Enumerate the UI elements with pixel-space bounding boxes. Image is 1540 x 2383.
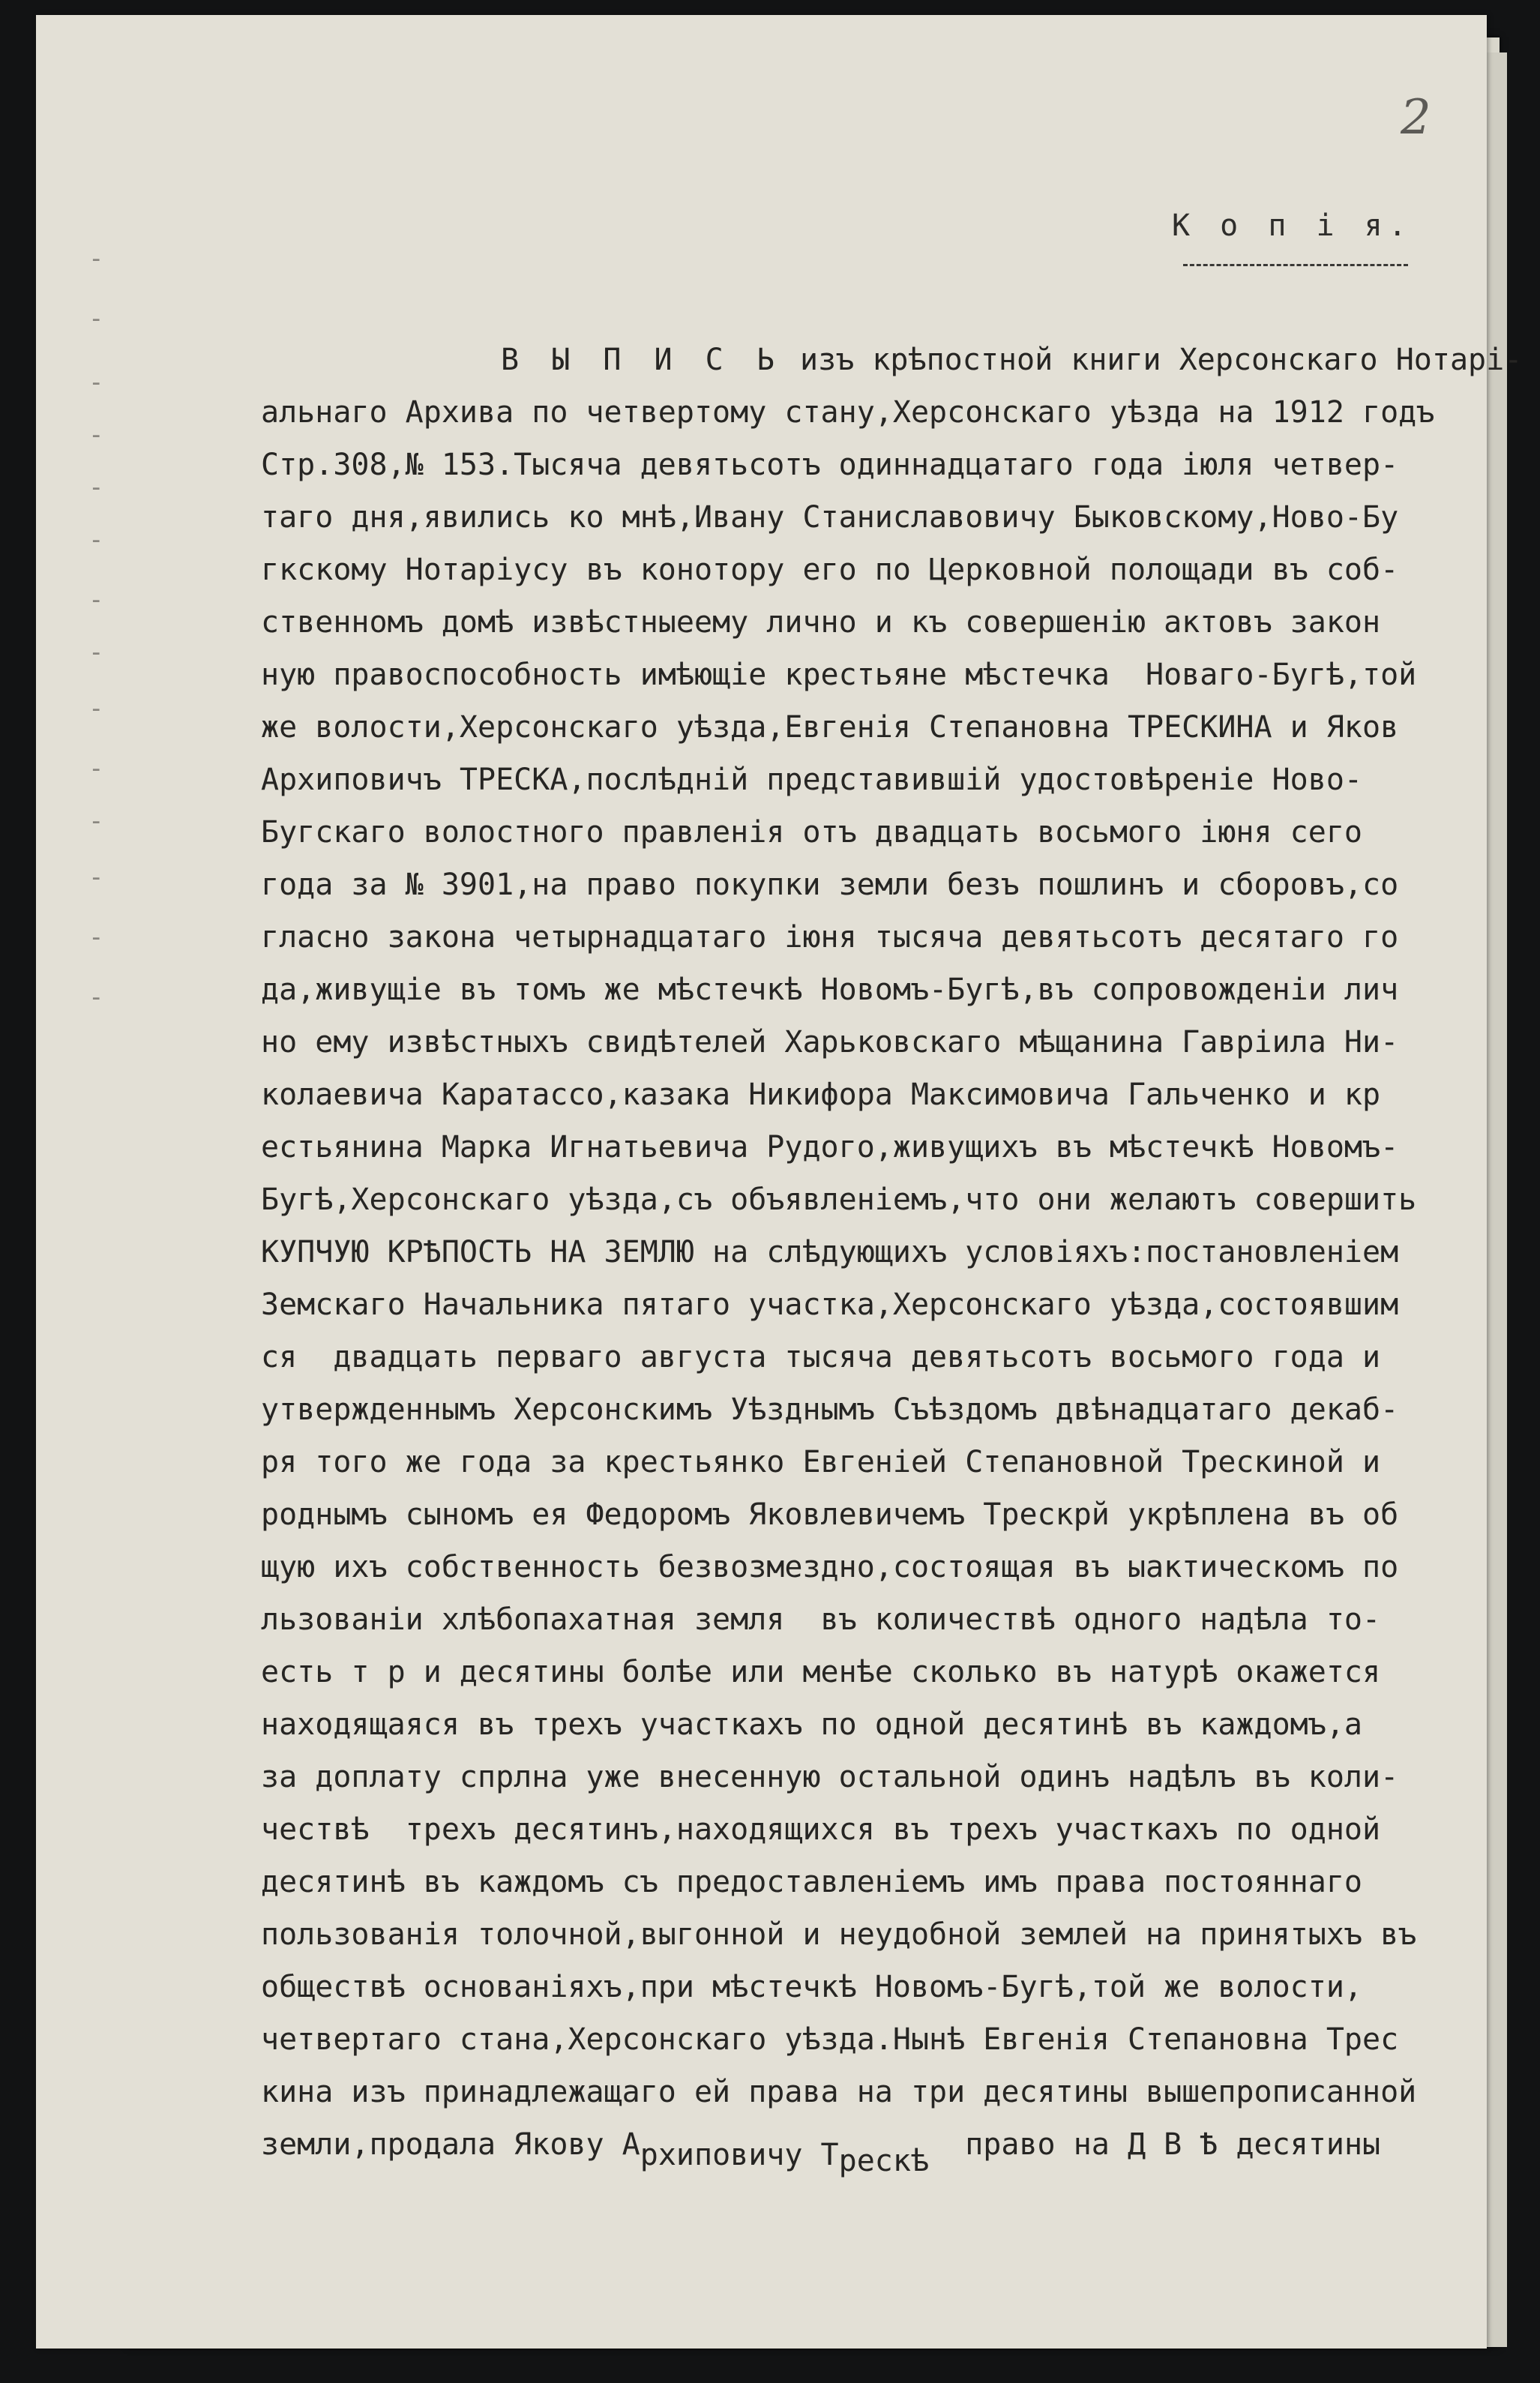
text-line: роднымъ сыномъ ея Федоромъ Яковлевичемъ Трескрй укрѣплена въ об	[261, 1497, 1399, 1532]
text-line: таго дня,явились ко мнѣ,Ивану Станиславовичу Быковскому,Ново-Бу	[261, 500, 1399, 535]
margin-dash: -	[88, 754, 104, 784]
text-line: гкскому Нотаріусу въ конотору его по Церковной полощади въ соб-	[261, 553, 1399, 587]
text-line: есть т р и десятины болѣе или менѣе сколько въ натурѣ окажется	[261, 1655, 1381, 1689]
text-line: Бугскаго волостного правленія отъ двадцать восьмого іюня сего	[261, 815, 1363, 850]
text-line: четвертаго стана,Херсонскаго уѣзда.Нынѣ Евгенія Степановна Трес	[261, 2022, 1399, 2057]
text-line: да,живущіе въ томъ же мѣстечкѣ Новомъ-Бугѣ,въ сопровожденіи лич	[261, 973, 1399, 1007]
text-line: льзованіи хлѣбопахатная земля въ количествѣ одного надѣла то-	[261, 1602, 1381, 1637]
text-line: десятинѣ въ каждомъ съ предоставленіемъ имъ права постояннаго	[261, 1865, 1363, 1899]
copy-underline	[1183, 264, 1408, 266]
text-line: но ему извѣстныхъ свидѣтелей Харьковскаго мѣщанина Гавріила Ни-	[261, 1025, 1399, 1060]
margin-dash: -	[88, 922, 104, 952]
text-line: КУПЧУЮ КРѢПОСТЬ НА ЗЕМЛЮ на слѣдующихъ условіяхъ:постановленіем	[261, 1235, 1399, 1269]
text-line: кина изъ принадлежащаго ей права на три десятины вышепрописанной	[261, 2075, 1417, 2109]
margin-dash: -	[88, 982, 104, 1012]
text-fragment-lowered: рескѣ	[838, 2144, 930, 2178]
text-line: изъ крѣпостной книги Херсонскаго Нотарі-	[800, 343, 1523, 377]
text-line: Архиповичъ ТРЕСКА,послѣдній представившій удостовѣреніе Ново-	[261, 763, 1363, 797]
margin-dash: -	[88, 304, 104, 334]
margin-marks	[88, 15, 118, 1140]
text-fragment-lowered: рхиповичу Т	[640, 2138, 839, 2172]
text-line: альнаго Архива по четвертому стану,Херсонскаго уѣзда на 1912 годъ	[261, 395, 1435, 430]
text-line: Стр.308,№ 153.Тысяча девятьсотъ одиннадцатаго года іюля четвер-	[261, 448, 1399, 482]
margin-dash: -	[88, 525, 104, 555]
margin-dash: -	[88, 244, 104, 274]
margin-dash: -	[88, 694, 104, 724]
text-line: ся двадцать перваго августа тысяча девятьсотъ восьмого года и	[261, 1340, 1381, 1374]
text-line: года за № 3901,на право покупки земли безъ пошлинъ и сборовъ,со	[261, 868, 1399, 902]
margin-dash: -	[88, 367, 104, 397]
margin-dash: -	[88, 806, 104, 836]
text-line: ря того же года за крестьянко Евгеніей Степановной Трескиной и	[261, 1445, 1381, 1479]
margin-dash: -	[88, 472, 104, 502]
text-line: за доплату спрлна уже внесенную остальной одинъ надѣлъ въ коли-	[261, 1760, 1399, 1794]
text-line: Земскаго Начальника пятаго участка,Херсонскаго уѣзда,состоявшим	[261, 1287, 1399, 1322]
margin-dash: -	[88, 637, 104, 667]
text-line: пользованія толочной,выгонной и неудобной землей на принятыхъ въ	[261, 1917, 1417, 1952]
page-number: 2	[1401, 90, 1431, 145]
text-fragment: право на Д В Ѣ десятины	[929, 2127, 1381, 2162]
text-line: чествѣ трехъ десятинъ,находящихся въ трехъ участкахъ по одной	[261, 1812, 1381, 1847]
text-line: ственномъ домѣ извѣстныеему лично и къ совершенію актовъ закон	[261, 605, 1381, 640]
margin-dash: -	[88, 862, 104, 892]
text-line: же волости,Херсонскаго уѣзда,Евгенія Степановна ТРЕСКИНА и Яков	[261, 710, 1399, 745]
text-line: находящаяся въ трехъ участкахъ по одной десятинѣ въ каждомъ,а	[261, 1707, 1363, 1742]
text-line: обществѣ основаніяхъ,при мѣстечкѣ Новомъ-Бугѣ,той же волости,	[261, 1970, 1363, 2004]
copy-label: К о п і я.	[1172, 208, 1413, 243]
text-line: щую ихъ собственность безвозмездно,состоящая въ ыактическомъ по	[261, 1550, 1399, 1584]
text-line: естьянина Марка Игнатьевича Рудого,живущихъ въ мѣстечкѣ Новомъ-	[261, 1130, 1399, 1165]
document-title-word: В Ы П И С Ь	[501, 343, 782, 377]
text-line: ную правоспособность имѣющіе крестьяне мѣстечка Новаго-Бугѣ,той	[261, 658, 1417, 692]
text-line-last	[261, 2118, 1498, 2178]
text-line: колаевича Каратассо,казака Никифора Максимовича Гальченко и кр	[261, 1078, 1381, 1112]
margin-dash: -	[88, 585, 104, 615]
document-body	[261, 334, 1523, 2178]
text-line-first	[261, 334, 1523, 386]
text-line: Бугѣ,Херсонскаго уѣзда,съ объявленіемъ,что они желаютъ совершить	[261, 1183, 1417, 1217]
text-fragment: земли,продала Якову А	[261, 2127, 640, 2162]
text-line: гласно закона четырнадцатаго іюня тысяча девятьсотъ десятаго го	[261, 920, 1399, 955]
text-line: утвержденнымъ Херсонскимъ Уѣзднымъ Съѣздомъ двѣнадцатаго декаб-	[261, 1392, 1399, 1427]
document-page	[36, 15, 1523, 2349]
margin-dash: -	[88, 420, 104, 450]
